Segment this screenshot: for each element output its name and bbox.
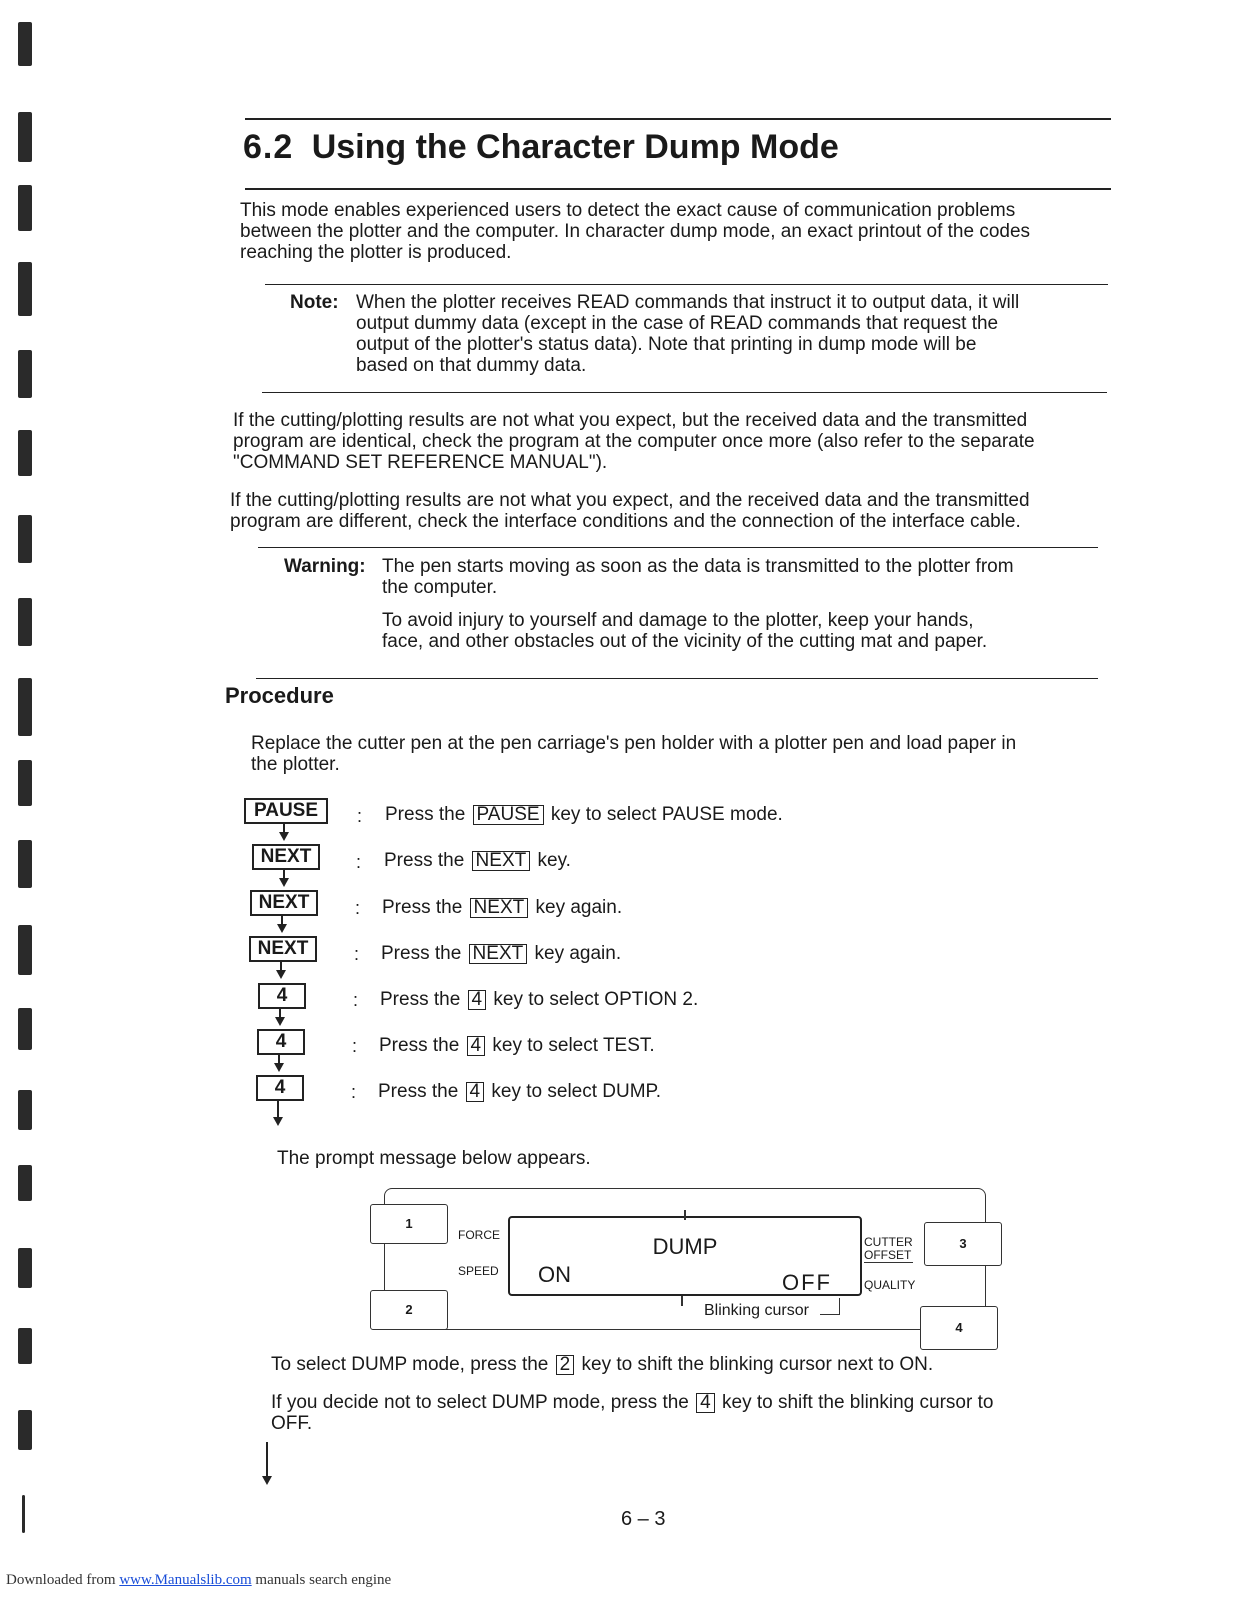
flow-arrow-line (279, 1007, 281, 1017)
step-post: key to select OPTION 2. (493, 989, 699, 1010)
paragraph-line: program are identical, check the program at the computer once more (also refer to the separate (233, 431, 1035, 452)
flow-arrow-line (283, 868, 285, 878)
key-4: 4 (258, 983, 306, 1009)
panel-button-2: 2 (370, 1290, 448, 1330)
pause-key: PAUSE (244, 798, 328, 824)
note-line: When the plotter receives READ commands that instruct it to output data, it will (356, 292, 1020, 313)
flow-arrow-head (273, 1117, 283, 1126)
note-line: based on that dummy data. (356, 355, 587, 376)
footer-prefix: Downloaded from (6, 1572, 120, 1588)
cursor-mark-top (684, 1210, 686, 1220)
procedure-heading: Procedure (225, 683, 334, 708)
panel-button-1: 1 (370, 1204, 448, 1244)
instruction-pre: To select DUMP mode, press the (271, 1354, 549, 1375)
step-pre: Press the (378, 1081, 459, 1102)
step-colon: : (352, 1036, 358, 1056)
section-title: Using the Character Dump Mode (311, 128, 839, 166)
panel-button-3: 3 (924, 1222, 1002, 1266)
procedure-intro-line: Replace the cutter pen at the pen carriage's pen holder with a plotter pen and load paper in (251, 733, 1017, 754)
cancel-dump-instruction (271, 1392, 993, 1413)
step-pre: Press the (384, 850, 465, 871)
note-label: Note: (290, 292, 339, 313)
flow-arrow-line (283, 822, 285, 832)
prompt-intro: The prompt message below appears. (277, 1148, 591, 1169)
step-colon: : (356, 852, 362, 872)
step-colon: : (351, 1082, 357, 1102)
continuation-arrow-head (262, 1476, 272, 1485)
title-bottom-rule (245, 188, 1111, 190)
force-label: FORCE (458, 1228, 500, 1242)
lcd-title: DUMP (652, 1234, 718, 1259)
next-key: NEXT (250, 890, 318, 916)
step-pre: Press the (382, 897, 463, 918)
instruction-post: key to shift the blinking cursor to (722, 1392, 994, 1413)
step-pre: Press the (379, 1035, 460, 1056)
step-post: key to select PAUSE mode. (550, 804, 783, 825)
inline-key: 4 (466, 1082, 485, 1102)
step-post: key. (537, 850, 571, 871)
inline-key: NEXT (470, 898, 529, 918)
flow-arrow-line (277, 1099, 279, 1117)
note-bottom-rule (262, 392, 1107, 393)
instruction-post: key to shift the blinking cursor next to ON. (581, 1354, 934, 1375)
cursor-mark-bottom (681, 1296, 683, 1306)
flow-arrow-head (277, 924, 287, 933)
step-pre: Press the (385, 804, 466, 825)
section-number: 6.2 (243, 128, 294, 166)
panel-button-4: 4 (920, 1306, 998, 1350)
flow-arrow-line (278, 1053, 280, 1063)
intro-line: This mode enables experienced users to detect the exact cause of communication problems (240, 200, 1016, 221)
step-colon: : (353, 990, 359, 1010)
note-line: output of the plotter's status data). Note that printing in dump mode will be (356, 334, 977, 355)
warning-top-rule (258, 547, 1098, 548)
inline-key: 4 (468, 990, 487, 1010)
procedure-intro (251, 733, 1111, 775)
control-panel-diagram (368, 1186, 1004, 1338)
step-post: key to select DUMP. (491, 1081, 662, 1102)
step-post: key again. (534, 943, 622, 964)
note-top-rule (265, 284, 1108, 285)
step-text (380, 989, 698, 1011)
step-colon: : (355, 898, 361, 918)
paragraph-line: If the cutting/plotting results are not what you expect, but the received data and the transmitted (233, 410, 1028, 431)
manualslib-link[interactable]: www.Manualslib.com (119, 1572, 252, 1588)
procedure-intro-line: the plotter. (251, 754, 340, 775)
paragraph-line: program are different, check the interface conditions and the connection of the interface cable. (230, 511, 1021, 532)
lcd-display (508, 1216, 862, 1296)
warning-label: Warning: (284, 556, 366, 577)
offset-label: OFFSET (864, 1248, 912, 1262)
flow-arrow-head (274, 1063, 284, 1072)
cancel-dump-instruction-end: OFF. (271, 1413, 313, 1434)
step-text (379, 1035, 655, 1057)
step-text (384, 850, 571, 872)
binder-margin (0, 0, 60, 1560)
intro-line: reaching the plotter is produced. (240, 242, 512, 263)
speed-label: SPEED (458, 1264, 499, 1278)
inline-key: 4 (696, 1393, 715, 1413)
step-post: key again. (535, 897, 623, 918)
download-footer (6, 1572, 391, 1589)
title-top-rule (245, 118, 1111, 120)
lcd-off: OFF (782, 1270, 832, 1295)
warning-line: the computer. (382, 577, 498, 598)
step-colon: : (357, 806, 363, 826)
step-pre: Press the (381, 943, 462, 964)
instruction-pre: If you decide not to select DUMP mode, press the (271, 1392, 689, 1413)
inline-key: 2 (556, 1355, 575, 1375)
inline-key: NEXT (469, 944, 528, 964)
next-key: NEXT (249, 936, 317, 962)
warning-box (256, 552, 1101, 677)
footer-suffix: manuals search engine (251, 1572, 392, 1588)
inline-key: PAUSE (473, 805, 544, 825)
step-text (385, 804, 783, 826)
note-line: output dummy data (except in the case of READ commands that request the (356, 313, 999, 334)
cursor-pointer-line (820, 1314, 840, 1315)
warning-line: face, and other obstacles out of the vicinity of the cutting mat and paper. (382, 631, 988, 652)
key-4: 4 (257, 1029, 305, 1055)
step-text (378, 1081, 661, 1103)
inline-key: NEXT (472, 851, 531, 871)
flow-arrow-line (281, 914, 283, 924)
cutter-offset-label (864, 1236, 913, 1263)
warning-bottom-rule (256, 678, 1098, 679)
step-post: key to select TEST. (492, 1035, 655, 1056)
paragraph-line: If the cutting/plotting results are not what you expect, and the received data and the transmitted (230, 490, 1030, 511)
step-pre: Press the (380, 989, 461, 1010)
inline-key: 4 (467, 1036, 486, 1056)
flow-arrow-line (280, 960, 282, 970)
select-dump-instruction (271, 1354, 933, 1375)
step-text (381, 943, 621, 965)
continuation-arrow-line (266, 1442, 268, 1476)
flow-arrow-head (276, 970, 286, 979)
next-key: NEXT (252, 844, 320, 870)
step-colon: : (354, 944, 360, 964)
step-text (382, 897, 622, 919)
warning-line: The pen starts moving as soon as the data is transmitted to the plotter from (382, 556, 1014, 577)
page-title (243, 128, 839, 167)
flow-arrow-head (279, 832, 289, 841)
paragraph-identical (233, 410, 1108, 473)
lcd-on: ON (538, 1262, 571, 1287)
flow-arrow-head (279, 878, 289, 887)
intro-line: between the plotter and the computer. In character dump mode, an exact printout of the codes (240, 221, 1031, 242)
page-number: 6 – 3 (621, 1508, 666, 1530)
blinking-cursor-label: Blinking cursor (704, 1302, 809, 1319)
quality-label: QUALITY (864, 1278, 916, 1292)
cursor-pointer-line (839, 1298, 840, 1315)
paragraph-line: "COMMAND SET REFERENCE MANUAL"). (233, 452, 608, 473)
paragraph-different (230, 490, 1108, 532)
intro-paragraph (240, 200, 1110, 263)
key-4: 4 (256, 1075, 304, 1101)
warning-line: To avoid injury to yourself and damage to the plotter, keep your hands, (382, 610, 974, 631)
note-box (260, 290, 1108, 390)
cutter-label: CUTTER (864, 1235, 913, 1249)
flow-arrow-head (275, 1017, 285, 1026)
